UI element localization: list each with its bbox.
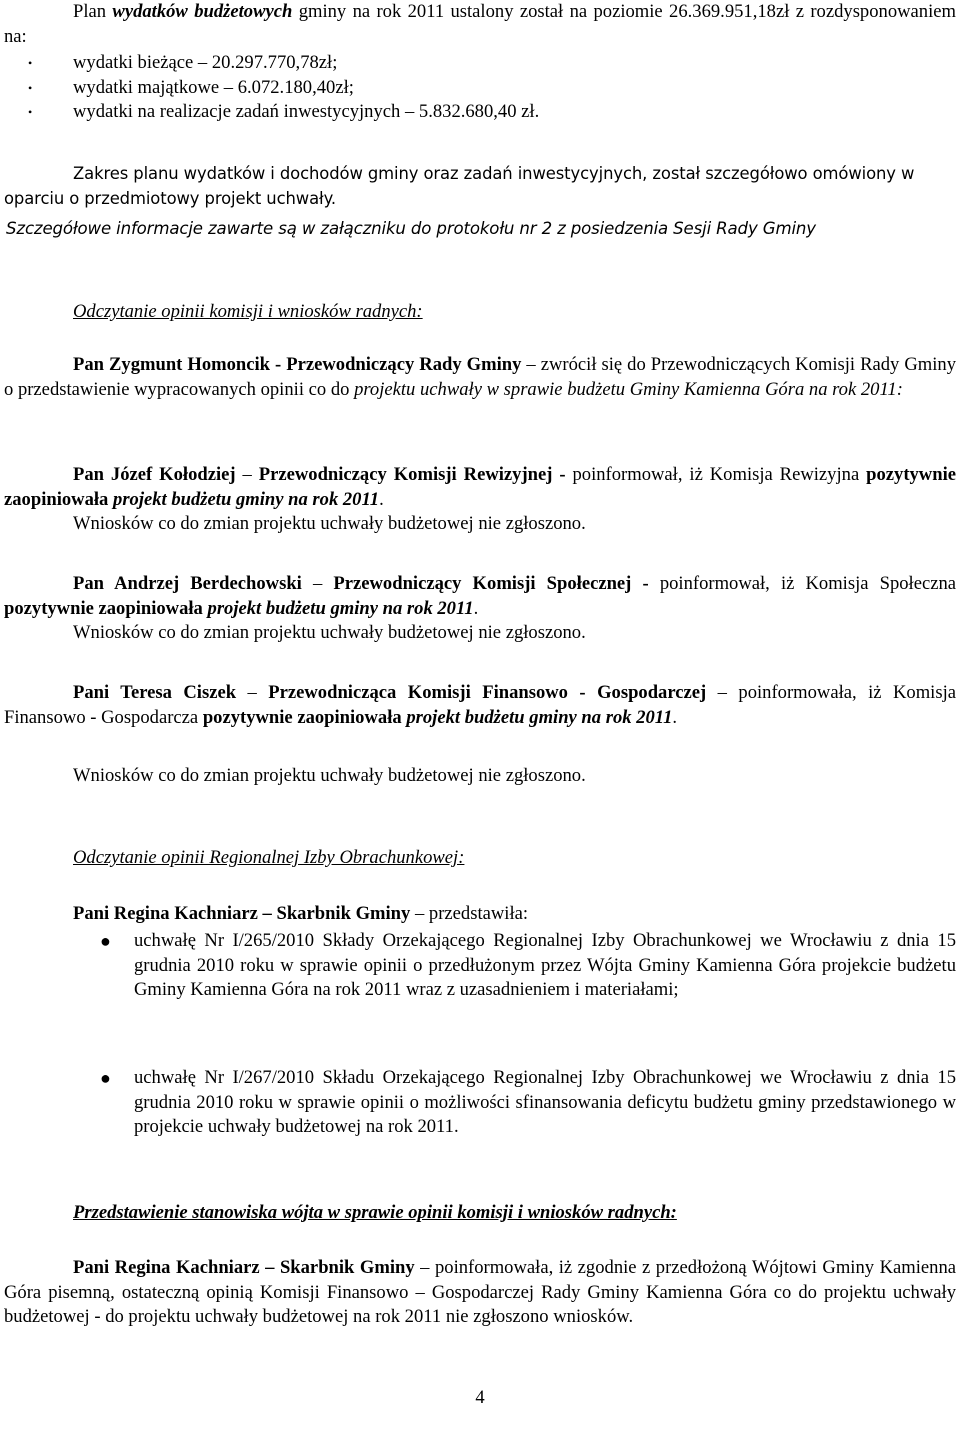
heading-text: Odczytanie opinii komisji i wniosków radnych: — [73, 301, 423, 322]
text-run: – przedstawiła: — [410, 903, 529, 924]
text-run: – poinformowała, iż zgodnie z przedłożoną Wójtowi Gminy Kamienna Góra pisemną, ostateczną opinią Komisji Finansowo – Gospodarczej Rady Gminy Kamienna Góra co do projektu uchwały budżetowej - do projektu uchwały budżetowej na rok 2011 nie zgłoszono wniosków. — [4, 1257, 956, 1327]
heading-text: Odczytanie opinii Regionalnej Izby Obrachunkowej: — [73, 847, 465, 868]
bold-italic-run: projekt budżetu gminy na rok 2011 — [207, 597, 474, 619]
text-run: . — [672, 706, 678, 728]
bullet-icon: ● — [100, 1068, 111, 1088]
resolution-list — [100, 1066, 956, 1140]
speaker-role: Przewodniczący Komisji Rewizyjnej - — [258, 464, 566, 485]
emphasis-run: wydatków budżetowych — [112, 1, 293, 22]
opinion-paragraph — [4, 681, 956, 730]
text-run: poinformował, iż Komisja Społeczna — [648, 573, 957, 594]
text-run: – — [235, 464, 259, 485]
bold-italic-run: projekt budżetu gminy na rok 2011 — [406, 706, 673, 728]
resolution-list — [100, 929, 956, 1003]
list-item — [100, 1066, 956, 1140]
opinion-paragraph — [4, 463, 956, 512]
scope-paragraph: Zakres planu wydatków i dochodów gminy oraz zadań inwestycyjnych, został szczegółowo omówiony w oparciu o przedmiotowy projekt uchwały. — [4, 164, 915, 208]
speaker-name: Pani Regina Kachniarz – Skarbnik Gminy — [73, 1257, 415, 1278]
bold-run: pozytywnie zaopiniowała — [4, 597, 203, 619]
speaker-name: Pan Józef Kołodziej — [73, 464, 236, 485]
bold-run: pozytywnie zaopiniowała — [4, 464, 956, 510]
list-item-text: uchwałę Nr I/265/2010 Składy Orzekającego Regionalnej Izby Obrachunkowej we Wrocławiu z dnia 15 grudnia 2010 roku w sprawie opinii o przedłużonym przez Wójta Gminy Kamienna Góra projekcie budżetu Gminy Kamienna Góra na rok 2011 wraz z uzasadnieniem i materiałami; — [134, 930, 956, 1000]
list-item — [28, 51, 948, 76]
speaker-name: Pan Zygmunt Homoncik - Przewodniczący Rady Gminy — [73, 354, 522, 375]
section-heading-rio — [73, 846, 960, 871]
treasurer-statement-paragraph — [4, 1256, 956, 1330]
speaker-name: Pan Andrzej Berdechowski — [73, 573, 302, 594]
bullet-icon: • — [28, 80, 33, 95]
text-run: . — [379, 488, 384, 510]
no-motions-note: Wniosków co do zmian projektu uchwały budżetowej nie zgłoszono. — [73, 765, 586, 786]
speaker-role: Przewodniczący Komisji Społecznej - — [333, 573, 649, 594]
italic-run: projektu uchwały w sprawie budżetu Gminy Kamienna Góra na rok 2011: — [354, 378, 903, 400]
bullet-icon: ● — [100, 931, 111, 951]
text-run: – — [236, 682, 269, 703]
section-heading-mayor-position — [73, 1201, 960, 1226]
list-item — [100, 929, 956, 1003]
opinion-paragraph — [4, 572, 956, 621]
speaker-role: Przewodnicząca Komisji Finansowo - Gospodarczej — [268, 682, 707, 703]
bold-italic-run: projekt budżetu gminy na rok 2011 — [113, 488, 380, 510]
bold-run: pozytywnie zaopiniowała — [202, 706, 402, 728]
text-run: . — [473, 597, 479, 619]
details-note: Szczegółowe informacje zawarte są w załączniku do protokołu nr 2 z posiedzenia Sesji Rady Gminy — [6, 219, 816, 238]
treasurer-lead — [73, 902, 960, 927]
speaker-name: Pani Regina Kachniarz – Skarbnik Gminy — [73, 903, 411, 924]
list-item — [28, 100, 948, 125]
chairman-request-paragraph — [4, 353, 956, 402]
text-run: gminy na rok 2011 ustalony został na poziomie 26.369.951,18zł z rozdysponowaniem na: — [4, 1, 956, 47]
section-heading-opinions — [73, 300, 960, 325]
speaker-name: Pani Teresa Ciszek — [73, 682, 237, 703]
no-motions-note: Wniosków co do zmian projektu uchwały budżetowej nie zgłoszono. — [73, 513, 586, 534]
heading-text: Przedstawienie stanowiska wójta w sprawie opinii komisji i wniosków radnych: — [73, 1202, 677, 1223]
budget-plan-paragraph — [4, 0, 956, 49]
text-run: – — [301, 573, 334, 594]
text-run: – zwrócił się do Przewodniczących Komisji Rady Gminy o przedstawienie wypracowanych opinii co do — [4, 354, 957, 400]
list-item-text: wydatki na realizacje zadań inwestycyjnych – 5.832.680,40 zł. — [73, 101, 540, 122]
list-item-text: wydatki majątkowe – 6.072.180,40zł; — [73, 76, 354, 98]
bullet-icon: • — [28, 105, 33, 119]
text-run: poinformował, iż Komisja Rewizyjna — [565, 464, 867, 485]
list-item-text: uchwałę Nr I/267/2010 Składu Orzekającego Regionalnej Izby Obrachunkowej we Wrocławiu z dnia 15 grudnia 2010 roku w sprawie opinii o możliwości sfinansowania deficytu budżetu gminy przedstawionego w projekcie uchwały budżetowej na rok 2011. — [134, 1067, 956, 1137]
no-motions-note: Wniosków co do zmian projektu uchwały budżetowej nie zgłoszono. — [73, 622, 586, 643]
text-run: – poinformowała, iż Komisja Finansowo - Gospodarcza — [4, 682, 956, 728]
expense-list — [28, 51, 948, 125]
bullet-icon: • — [28, 56, 33, 70]
text-run: Plan — [73, 1, 113, 22]
list-item — [28, 76, 948, 101]
list-item-text: wydatki bieżące – 20.297.770,78zł; — [73, 52, 338, 73]
page-number: 4 — [475, 1387, 485, 1408]
